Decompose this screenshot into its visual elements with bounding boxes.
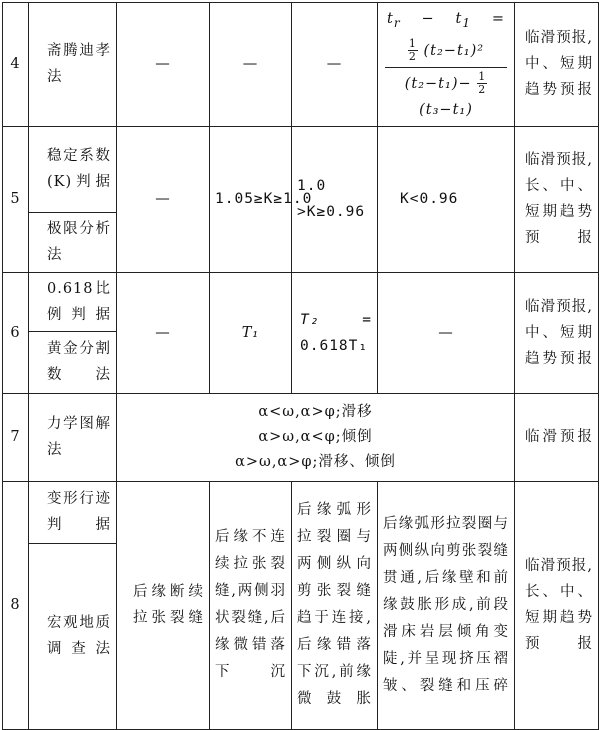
table-row-5a	[3, 126, 599, 212]
formula-cell	[378, 3, 515, 127]
forecast-cell: 临滑预报,中、短期趋势预报	[515, 272, 599, 393]
stage-cell-merged	[117, 393, 515, 481]
forecast-cell: 临滑预报	[515, 393, 599, 481]
formula-lhs: $t_r - t_1$ =	[387, 11, 506, 30]
row-number: 4	[3, 3, 29, 127]
method-name: 力学图解法	[29, 393, 117, 481]
stage-cell: —	[117, 272, 210, 393]
method-name: 宏观地质调查法	[29, 543, 117, 729]
criterion-line: α<ω,α>φ;滑移	[258, 403, 373, 420]
method-name: 变形行迹判据	[29, 481, 117, 543]
stage-cell: 1.05≥K≥1.0	[210, 126, 292, 272]
stage-cell: —	[210, 3, 292, 127]
method-name: 黄金分割数法	[29, 331, 117, 393]
stage-cell: K<0.96	[378, 126, 515, 272]
stage-cell: —	[292, 3, 378, 127]
stage-cell: 后缘弧形拉裂圈与两侧纵向剪张裂缝趋于连接,后缘错落下沉,前缘微鼓胀	[292, 481, 378, 729]
row-number: 6	[3, 272, 29, 393]
stage-cell: —	[117, 3, 210, 127]
criterion-line: α>ω,α<φ;倾倒	[258, 428, 373, 445]
stage-cell: 后缘不连续拉张裂缝,两侧羽状裂缝,后缘微错落下沉	[210, 481, 292, 729]
table-row-6a	[3, 272, 599, 331]
stage-cell: 1.0 >K≥0.96	[292, 126, 378, 272]
stage-cell: 后缘弧形拉裂圈与两侧纵向剪张裂缝贯通,后缘壁和前缘鼓胀形成,前段滑床岩层倾角变陡,并呈现挤压褶皱、裂缝和压碎	[378, 481, 515, 729]
stage-cell: 后缘断续拉张裂缝	[117, 481, 210, 729]
forecast-cell: 临滑预报,长、中、短期趋势预报	[515, 481, 599, 729]
forecast-cell: 临滑预报,中、短期趋势预报	[515, 3, 599, 127]
forecast-cell: 临滑预报,长、中、短期趋势预报	[515, 126, 599, 272]
method-name: 0.618比例判据	[29, 272, 117, 331]
table-row-8a	[3, 481, 599, 543]
method-name: 极限分析法	[29, 212, 117, 272]
formula-denominator: (t₂−t₁)− $\frac{1}{2} (t_3-t_1)$	[404, 70, 487, 118]
table-row-7	[3, 393, 599, 481]
stage-cell: —	[117, 126, 210, 272]
table-row-4	[3, 3, 599, 127]
method-name: 稳定系数(K)判据	[29, 126, 117, 212]
method-name: 斋腾迪孝法	[29, 3, 117, 127]
formula-numerator: $\frac{1}{2} (t_2-t_1)^2$	[385, 38, 507, 68]
stage-cell: —	[378, 272, 515, 393]
criterion-line: α>ω,α>φ;滑移、倾倒	[235, 453, 396, 470]
row-number: 8	[3, 481, 29, 729]
criteria-table	[2, 2, 599, 730]
row-number: 7	[3, 393, 29, 481]
stage-cell: T₂ = 0.618T₁	[292, 272, 378, 393]
stage-cell: T₁	[210, 272, 292, 393]
row-number: 5	[3, 126, 29, 272]
